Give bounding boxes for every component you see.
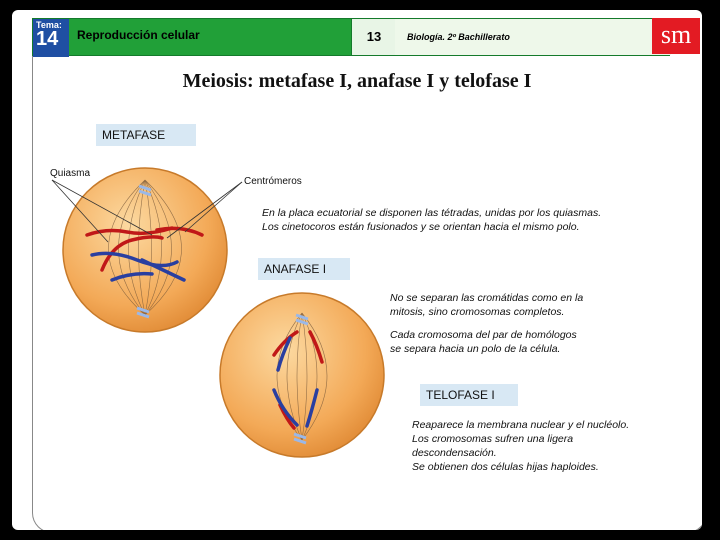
publisher-logo: sm [652, 18, 700, 54]
anafase-note-1 [390, 291, 690, 319]
telofase-note-line-2: Los cromosomas sufren una ligera [412, 433, 574, 445]
quiasma-callout: Quiasma [50, 168, 91, 179]
anaphase-cell [220, 293, 384, 457]
centromeros-callout: Centrómeros [244, 176, 302, 187]
tema-label: Tema: [36, 20, 62, 30]
subject-label: Biología. 2º Bachillerato [395, 19, 671, 55]
anafase-note-2 [390, 328, 690, 356]
telofase-note-line-4: Se obtienen dos células hijas haploides. [412, 461, 599, 473]
metafase-note-line-1: En la placa ecuatorial se disponen las tétradas, unidas por los quiasmas. [262, 207, 602, 219]
slide [12, 10, 702, 530]
telofase-note-line-1: Reaparece la membrana nuclear y el nucléolo. [412, 419, 630, 431]
anafase-label: ANAFASE I [258, 258, 350, 280]
metaphase-cell [52, 168, 242, 332]
tema-number: 14 [36, 28, 59, 50]
telofase-label: TELOFASE I [420, 384, 518, 406]
slide-title: Meiosis: metafase I, anafase I y telofase I [182, 70, 532, 92]
anafase-note2-line-2: se separa hacia un polo de la célula. [390, 343, 561, 355]
anafase-note1-line-2: mitosis, sino cromosomas completos. [390, 306, 565, 318]
telofase-note-line-3: descondensación. [412, 447, 497, 459]
page-number: 13 [351, 19, 397, 55]
metafase-note [262, 206, 682, 234]
telofase-note [412, 418, 692, 474]
metafase-note-line-2: Los cinetocoros están fusionados y se orientan hacia el mismo polo. [262, 221, 580, 233]
unit-title: Reproducción celular [77, 28, 200, 42]
anafase-note1-line-1: No se separan las cromátidas como en la [390, 292, 584, 304]
anafase-note2-line-1: Cada cromosoma del par de homólogos [390, 329, 577, 341]
metafase-label: METAFASE [96, 124, 196, 146]
